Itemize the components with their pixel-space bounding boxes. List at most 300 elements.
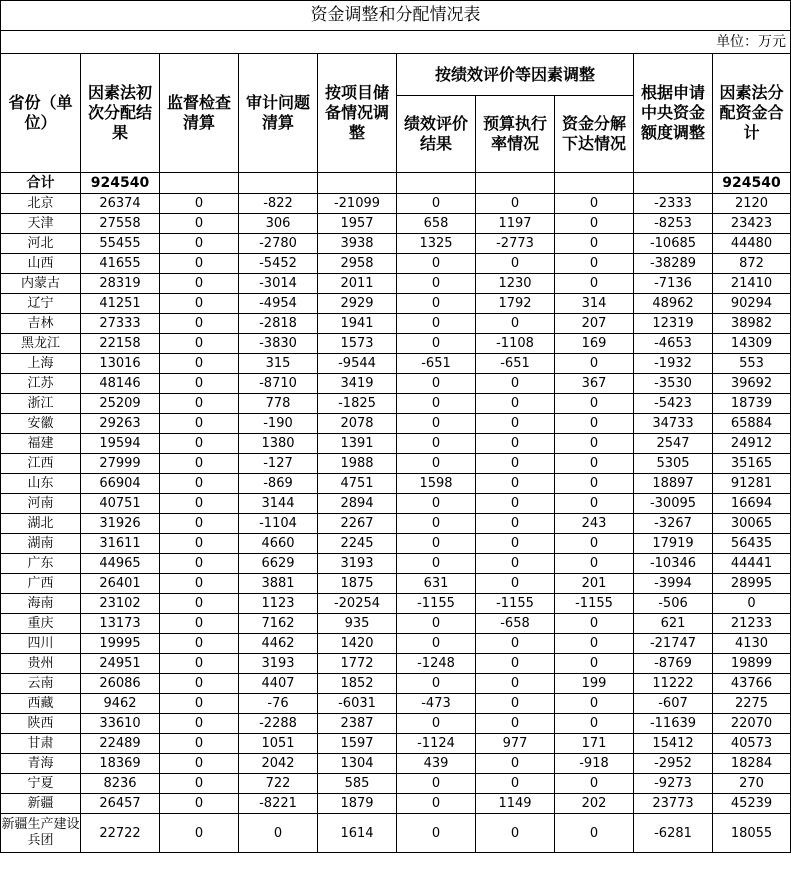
value-cell: 39692 bbox=[713, 374, 791, 394]
value-cell: 0 bbox=[160, 554, 239, 574]
value-cell: 1598 bbox=[397, 474, 476, 494]
value-cell: 38982 bbox=[713, 314, 791, 334]
value-cell: -38289 bbox=[634, 254, 713, 274]
value-cell: 13016 bbox=[81, 354, 160, 374]
value-cell: 26086 bbox=[81, 674, 160, 694]
value-cell: -30095 bbox=[634, 494, 713, 514]
value-cell: 0 bbox=[555, 274, 634, 294]
value-cell: 23102 bbox=[81, 594, 160, 614]
value-cell: 0 bbox=[555, 534, 634, 554]
value-cell: -1108 bbox=[476, 334, 555, 354]
value-cell: 22070 bbox=[713, 714, 791, 734]
province-name: 江西 bbox=[1, 454, 81, 474]
header-factor-total: 因素法分配资金合计 bbox=[713, 54, 791, 173]
value-cell: 778 bbox=[239, 394, 318, 414]
header-budget-exec: 预算执行率情况 bbox=[476, 96, 555, 173]
value-cell: -1825 bbox=[318, 394, 397, 414]
value-cell: 34733 bbox=[634, 414, 713, 434]
value-cell: 199 bbox=[555, 674, 634, 694]
value-cell: 0 bbox=[160, 394, 239, 414]
value-cell: -9544 bbox=[318, 354, 397, 374]
value-cell: 0 bbox=[160, 794, 239, 814]
value-cell: -1124 bbox=[397, 734, 476, 754]
header-province: 省份（单位） bbox=[1, 54, 81, 173]
table-row bbox=[1, 454, 791, 474]
value-cell: 0 bbox=[397, 774, 476, 794]
value-cell: -21747 bbox=[634, 634, 713, 654]
table-row bbox=[1, 574, 791, 594]
province-name: 浙江 bbox=[1, 394, 81, 414]
value-cell: 0 bbox=[476, 414, 555, 434]
province-name: 重庆 bbox=[1, 614, 81, 634]
value-cell: 2929 bbox=[318, 294, 397, 314]
province-name: 河南 bbox=[1, 494, 81, 514]
total-empty-cell bbox=[397, 173, 476, 194]
value-cell: 1597 bbox=[318, 734, 397, 754]
table-body bbox=[1, 173, 791, 853]
value-cell: 48146 bbox=[81, 374, 160, 394]
value-cell: 19899 bbox=[713, 654, 791, 674]
table-row bbox=[1, 734, 791, 754]
table-row bbox=[1, 654, 791, 674]
value-cell: 2547 bbox=[634, 434, 713, 454]
value-cell: 315 bbox=[239, 354, 318, 374]
province-name: 安徽 bbox=[1, 414, 81, 434]
value-cell: 0 bbox=[160, 414, 239, 434]
value-cell: 0 bbox=[397, 614, 476, 634]
value-cell: 0 bbox=[397, 814, 476, 853]
value-cell: 201 bbox=[555, 574, 634, 594]
value-cell: 2894 bbox=[318, 494, 397, 514]
value-cell: 1380 bbox=[239, 434, 318, 454]
value-cell: 0 bbox=[555, 414, 634, 434]
value-cell: 17919 bbox=[634, 534, 713, 554]
value-cell: 18055 bbox=[713, 814, 791, 853]
value-cell: 11222 bbox=[634, 674, 713, 694]
value-cell: 22489 bbox=[81, 734, 160, 754]
table-row bbox=[1, 514, 791, 534]
value-cell: 306 bbox=[239, 214, 318, 234]
value-cell: -5452 bbox=[239, 254, 318, 274]
value-cell: 1051 bbox=[239, 734, 318, 754]
value-cell: 0 bbox=[555, 614, 634, 634]
total-empty-cell bbox=[555, 173, 634, 194]
value-cell: 0 bbox=[160, 454, 239, 474]
value-cell: 872 bbox=[713, 254, 791, 274]
value-cell: 2011 bbox=[318, 274, 397, 294]
value-cell: 18897 bbox=[634, 474, 713, 494]
value-cell: 1197 bbox=[476, 214, 555, 234]
value-cell: 0 bbox=[476, 654, 555, 674]
value-cell: -6031 bbox=[318, 694, 397, 714]
province-name: 辽宁 bbox=[1, 294, 81, 314]
value-cell: 1325 bbox=[397, 234, 476, 254]
value-cell: 16694 bbox=[713, 494, 791, 514]
value-cell: -7136 bbox=[634, 274, 713, 294]
value-cell: 91281 bbox=[713, 474, 791, 494]
value-cell: 1772 bbox=[318, 654, 397, 674]
value-cell: 41251 bbox=[81, 294, 160, 314]
value-cell: 0 bbox=[160, 674, 239, 694]
header-factor-initial: 因素法初次分配结果 bbox=[81, 54, 160, 173]
value-cell: 0 bbox=[397, 714, 476, 734]
value-cell: 19594 bbox=[81, 434, 160, 454]
value-cell: 0 bbox=[160, 614, 239, 634]
value-cell: -8253 bbox=[634, 214, 713, 234]
value-cell: 0 bbox=[397, 494, 476, 514]
value-cell: 270 bbox=[713, 774, 791, 794]
province-name: 青海 bbox=[1, 754, 81, 774]
value-cell: -658 bbox=[476, 614, 555, 634]
value-cell: 1879 bbox=[318, 794, 397, 814]
table-row bbox=[1, 694, 791, 714]
value-cell: 0 bbox=[476, 674, 555, 694]
value-cell: 2120 bbox=[713, 194, 791, 214]
value-cell: 0 bbox=[397, 254, 476, 274]
value-cell: 621 bbox=[634, 614, 713, 634]
table-row bbox=[1, 274, 791, 294]
value-cell: 0 bbox=[555, 474, 634, 494]
value-cell: 169 bbox=[555, 334, 634, 354]
table-row bbox=[1, 434, 791, 454]
value-cell: 202 bbox=[555, 794, 634, 814]
value-cell: 0 bbox=[160, 354, 239, 374]
table-row bbox=[1, 194, 791, 214]
value-cell: -9273 bbox=[634, 774, 713, 794]
value-cell: 0 bbox=[397, 274, 476, 294]
value-cell: 1957 bbox=[318, 214, 397, 234]
province-name: 云南 bbox=[1, 674, 81, 694]
value-cell: 3193 bbox=[239, 654, 318, 674]
value-cell: -6281 bbox=[634, 814, 713, 853]
value-cell: 0 bbox=[476, 634, 555, 654]
value-cell: 658 bbox=[397, 214, 476, 234]
value-cell: -607 bbox=[634, 694, 713, 714]
value-cell: 21233 bbox=[713, 614, 791, 634]
value-cell: -651 bbox=[397, 354, 476, 374]
value-cell: 2267 bbox=[318, 514, 397, 534]
value-cell: 26457 bbox=[81, 794, 160, 814]
value-cell: 0 bbox=[476, 814, 555, 853]
table-row bbox=[1, 414, 791, 434]
value-cell: 0 bbox=[239, 814, 318, 853]
value-cell: 0 bbox=[476, 574, 555, 594]
value-cell: 0 bbox=[397, 634, 476, 654]
value-cell: -1248 bbox=[397, 654, 476, 674]
province-name: 北京 bbox=[1, 194, 81, 214]
value-cell: 0 bbox=[397, 394, 476, 414]
value-cell: 935 bbox=[318, 614, 397, 634]
value-cell: 3144 bbox=[239, 494, 318, 514]
value-cell: 22158 bbox=[81, 334, 160, 354]
province-name: 西藏 bbox=[1, 694, 81, 714]
value-cell: 4407 bbox=[239, 674, 318, 694]
value-cell: 207 bbox=[555, 314, 634, 334]
value-cell: 722 bbox=[239, 774, 318, 794]
value-cell: 2958 bbox=[318, 254, 397, 274]
value-cell: 0 bbox=[160, 534, 239, 554]
value-cell: 1792 bbox=[476, 294, 555, 314]
value-cell: 0 bbox=[397, 674, 476, 694]
value-cell: 44480 bbox=[713, 234, 791, 254]
value-cell: 31926 bbox=[81, 514, 160, 534]
value-cell: 0 bbox=[160, 194, 239, 214]
value-cell: -127 bbox=[239, 454, 318, 474]
table-row bbox=[1, 714, 791, 734]
value-cell: -506 bbox=[634, 594, 713, 614]
value-cell: 28319 bbox=[81, 274, 160, 294]
value-cell: 0 bbox=[476, 454, 555, 474]
value-cell: 2275 bbox=[713, 694, 791, 714]
table-row bbox=[1, 334, 791, 354]
value-cell: 1420 bbox=[318, 634, 397, 654]
province-name: 黑龙江 bbox=[1, 334, 81, 354]
header-performance-eval: 绩效评价结果 bbox=[397, 96, 476, 173]
header-performance-group: 按绩效评价等因素调整 bbox=[397, 54, 634, 96]
value-cell: 3881 bbox=[239, 574, 318, 594]
value-cell: 1123 bbox=[239, 594, 318, 614]
province-name: 广西 bbox=[1, 574, 81, 594]
table-row bbox=[1, 634, 791, 654]
value-cell: 0 bbox=[555, 714, 634, 734]
total-row bbox=[1, 173, 791, 194]
value-cell: 0 bbox=[555, 354, 634, 374]
value-cell: 0 bbox=[555, 634, 634, 654]
value-cell: -1155 bbox=[397, 594, 476, 614]
province-name: 山西 bbox=[1, 254, 81, 274]
total-final: 924540 bbox=[713, 173, 791, 194]
province-name: 宁夏 bbox=[1, 774, 81, 794]
table-row bbox=[1, 814, 791, 853]
value-cell: 0 bbox=[397, 334, 476, 354]
province-name: 福建 bbox=[1, 434, 81, 454]
value-cell: -2773 bbox=[476, 234, 555, 254]
value-cell: 977 bbox=[476, 734, 555, 754]
value-cell: -10685 bbox=[634, 234, 713, 254]
value-cell: 4660 bbox=[239, 534, 318, 554]
province-name: 甘肃 bbox=[1, 734, 81, 754]
value-cell: 28995 bbox=[713, 574, 791, 594]
province-name: 海南 bbox=[1, 594, 81, 614]
value-cell: 12319 bbox=[634, 314, 713, 334]
table-row bbox=[1, 234, 791, 254]
value-cell: -3267 bbox=[634, 514, 713, 534]
value-cell: 2387 bbox=[318, 714, 397, 734]
province-name: 湖南 bbox=[1, 534, 81, 554]
value-cell: -4954 bbox=[239, 294, 318, 314]
value-cell: 25209 bbox=[81, 394, 160, 414]
value-cell: 0 bbox=[476, 474, 555, 494]
value-cell: 0 bbox=[476, 254, 555, 274]
province-name: 吉林 bbox=[1, 314, 81, 334]
value-cell: 23423 bbox=[713, 214, 791, 234]
value-cell: 367 bbox=[555, 374, 634, 394]
value-cell: 0 bbox=[397, 414, 476, 434]
value-cell: 0 bbox=[476, 694, 555, 714]
value-cell: 0 bbox=[160, 214, 239, 234]
total-label: 合计 bbox=[1, 173, 81, 194]
value-cell: 0 bbox=[476, 554, 555, 574]
value-cell: 24951 bbox=[81, 654, 160, 674]
value-cell: -3014 bbox=[239, 274, 318, 294]
header-central-apply: 根据申请中央资金额度调整 bbox=[634, 54, 713, 173]
value-cell: 0 bbox=[713, 594, 791, 614]
value-cell: 3193 bbox=[318, 554, 397, 574]
value-cell: 26401 bbox=[81, 574, 160, 594]
value-cell: -3830 bbox=[239, 334, 318, 354]
value-cell: 0 bbox=[555, 654, 634, 674]
value-cell: 0 bbox=[476, 194, 555, 214]
value-cell: 0 bbox=[555, 694, 634, 714]
province-name: 山东 bbox=[1, 474, 81, 494]
value-cell: -2333 bbox=[634, 194, 713, 214]
total-empty-cell bbox=[239, 173, 318, 194]
value-cell: 35165 bbox=[713, 454, 791, 474]
value-cell: 0 bbox=[555, 214, 634, 234]
table-row bbox=[1, 494, 791, 514]
value-cell: 0 bbox=[160, 434, 239, 454]
value-cell: 65884 bbox=[713, 414, 791, 434]
table-row bbox=[1, 474, 791, 494]
value-cell: -1932 bbox=[634, 354, 713, 374]
value-cell: 0 bbox=[555, 434, 634, 454]
value-cell: 0 bbox=[160, 294, 239, 314]
province-name: 天津 bbox=[1, 214, 81, 234]
value-cell: 0 bbox=[160, 754, 239, 774]
province-name: 江苏 bbox=[1, 374, 81, 394]
table-row bbox=[1, 214, 791, 234]
value-cell: 6629 bbox=[239, 554, 318, 574]
value-cell: 0 bbox=[555, 194, 634, 214]
value-cell: 44965 bbox=[81, 554, 160, 574]
value-cell: 0 bbox=[476, 394, 555, 414]
value-cell: 0 bbox=[160, 574, 239, 594]
province-name: 四川 bbox=[1, 634, 81, 654]
header-audit: 审计问题清算 bbox=[239, 54, 318, 173]
value-cell: 3419 bbox=[318, 374, 397, 394]
value-cell: -8221 bbox=[239, 794, 318, 814]
value-cell: 0 bbox=[160, 334, 239, 354]
value-cell: 585 bbox=[318, 774, 397, 794]
value-cell: 18284 bbox=[713, 754, 791, 774]
value-cell: 40573 bbox=[713, 734, 791, 754]
value-cell: 0 bbox=[160, 634, 239, 654]
table-row bbox=[1, 314, 791, 334]
province-name: 广东 bbox=[1, 554, 81, 574]
value-cell: 0 bbox=[397, 794, 476, 814]
value-cell: 0 bbox=[160, 814, 239, 853]
value-cell: 0 bbox=[476, 314, 555, 334]
table-row bbox=[1, 774, 791, 794]
province-name: 陕西 bbox=[1, 714, 81, 734]
value-cell: 29263 bbox=[81, 414, 160, 434]
value-cell: 0 bbox=[476, 374, 555, 394]
province-name: 贵州 bbox=[1, 654, 81, 674]
value-cell: 55455 bbox=[81, 234, 160, 254]
value-cell: -20254 bbox=[318, 594, 397, 614]
table-row bbox=[1, 754, 791, 774]
value-cell: 1391 bbox=[318, 434, 397, 454]
value-cell: 9462 bbox=[81, 694, 160, 714]
value-cell: 0 bbox=[397, 314, 476, 334]
value-cell: 0 bbox=[555, 454, 634, 474]
value-cell: -473 bbox=[397, 694, 476, 714]
value-cell: 0 bbox=[476, 714, 555, 734]
value-cell: -3994 bbox=[634, 574, 713, 594]
value-cell: -4653 bbox=[634, 334, 713, 354]
value-cell: 22722 bbox=[81, 814, 160, 853]
value-cell: 2042 bbox=[239, 754, 318, 774]
value-cell: 0 bbox=[160, 474, 239, 494]
table-row bbox=[1, 674, 791, 694]
value-cell: 0 bbox=[397, 294, 476, 314]
header-fund-decompose: 资金分解下达情况 bbox=[555, 96, 634, 173]
value-cell: 2245 bbox=[318, 534, 397, 554]
value-cell: -2780 bbox=[239, 234, 318, 254]
value-cell: 0 bbox=[160, 694, 239, 714]
value-cell: 0 bbox=[160, 374, 239, 394]
value-cell: -869 bbox=[239, 474, 318, 494]
value-cell: 45239 bbox=[713, 794, 791, 814]
value-cell: 1614 bbox=[318, 814, 397, 853]
value-cell: 43766 bbox=[713, 674, 791, 694]
value-cell: 0 bbox=[555, 814, 634, 853]
value-cell: 4130 bbox=[713, 634, 791, 654]
table-row bbox=[1, 594, 791, 614]
province-name: 湖北 bbox=[1, 514, 81, 534]
value-cell: 0 bbox=[555, 394, 634, 414]
value-cell: 0 bbox=[160, 654, 239, 674]
value-cell: 314 bbox=[555, 294, 634, 314]
value-cell: 2078 bbox=[318, 414, 397, 434]
value-cell: 0 bbox=[555, 234, 634, 254]
value-cell: -1155 bbox=[555, 594, 634, 614]
value-cell: 18739 bbox=[713, 394, 791, 414]
value-cell: 0 bbox=[476, 534, 555, 554]
value-cell: 0 bbox=[397, 434, 476, 454]
table-row bbox=[1, 614, 791, 634]
value-cell: 0 bbox=[397, 194, 476, 214]
header-reserve: 按项目储备情况调整 bbox=[318, 54, 397, 173]
value-cell: 0 bbox=[555, 554, 634, 574]
value-cell: 1230 bbox=[476, 274, 555, 294]
value-cell: 0 bbox=[160, 734, 239, 754]
value-cell: 1875 bbox=[318, 574, 397, 594]
value-cell: 5305 bbox=[634, 454, 713, 474]
table-row bbox=[1, 354, 791, 374]
value-cell: 14309 bbox=[713, 334, 791, 354]
value-cell: -11639 bbox=[634, 714, 713, 734]
value-cell: 0 bbox=[397, 554, 476, 574]
value-cell: 7162 bbox=[239, 614, 318, 634]
value-cell: 27999 bbox=[81, 454, 160, 474]
province-name: 上海 bbox=[1, 354, 81, 374]
value-cell: -822 bbox=[239, 194, 318, 214]
total-initial: 924540 bbox=[81, 173, 160, 194]
value-cell: 0 bbox=[160, 594, 239, 614]
value-cell: 0 bbox=[476, 774, 555, 794]
value-cell: 1988 bbox=[318, 454, 397, 474]
table-row bbox=[1, 294, 791, 314]
value-cell: 439 bbox=[397, 754, 476, 774]
value-cell: 0 bbox=[160, 274, 239, 294]
value-cell: 8236 bbox=[81, 774, 160, 794]
value-cell: 1852 bbox=[318, 674, 397, 694]
header-supervision: 监督检查清算 bbox=[160, 54, 239, 173]
value-cell: 0 bbox=[160, 254, 239, 274]
value-cell: 0 bbox=[555, 254, 634, 274]
total-empty-cell bbox=[634, 173, 713, 194]
